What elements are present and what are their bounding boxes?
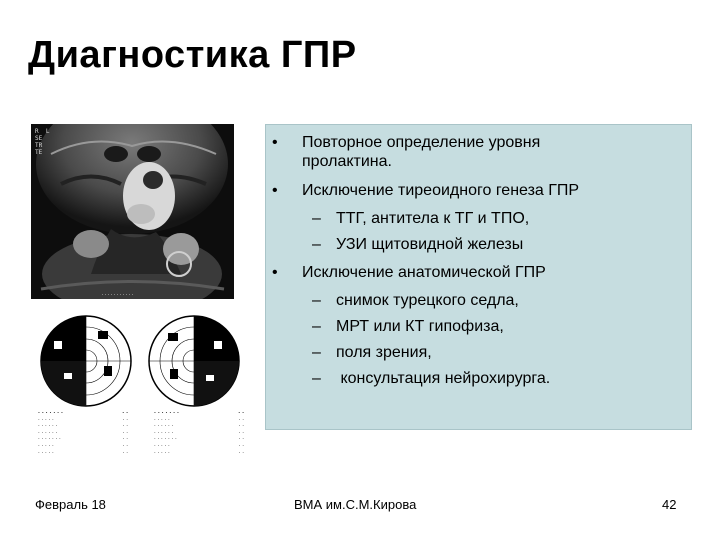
footer-page-number: 42 (662, 497, 677, 512)
bullet-text-line: пролактина. (302, 153, 392, 170)
sub-item (312, 369, 550, 388)
bullet-item (272, 263, 546, 282)
bullet-glyph: • (272, 264, 278, 281)
bullet-glyph: • (272, 182, 278, 199)
visual-field-table-right: . . . . . . . . . . . . . . . . . . . . . . . . . . . . . . . . . . . . . . . . . . . . . . . . . . . . . . . (154, 409, 244, 455)
perimetry-right-graphic (144, 311, 244, 411)
sub-item (312, 317, 504, 336)
sub-item (312, 235, 523, 254)
mri-overlay-text: R L SE TR TE (35, 128, 50, 156)
bullet-text: Исключение тиреоидного генеза ГПР (302, 182, 580, 199)
slide-title: Диагностика ГПР (28, 34, 357, 76)
sub-item-text: МРТ или КТ гипофиза, (336, 318, 504, 335)
visual-field-right (144, 311, 244, 411)
dash-glyph: – (312, 292, 321, 309)
sub-item-text: ТТГ, антитела к ТГ и ТПО, (336, 210, 530, 227)
dash-glyph: – (312, 370, 321, 387)
visual-field-charts (36, 311, 244, 461)
perimetry-left-graphic (36, 311, 136, 411)
bullet-text-line: Повторное определение уровня (302, 134, 541, 151)
dash-glyph: – (312, 318, 321, 335)
sub-item (312, 343, 432, 362)
sub-item (312, 209, 529, 228)
content-box (265, 124, 692, 430)
mri-image (31, 124, 234, 299)
mri-footer-text: ........... (101, 291, 135, 297)
sub-item-text: поля зрения, (336, 344, 432, 361)
visual-field-left (36, 311, 136, 411)
footer-date: Февраль 18 (35, 497, 106, 512)
bullet-text: Исключение анатомической ГПР (302, 264, 546, 281)
sub-item (312, 291, 519, 310)
dash-glyph: – (312, 236, 321, 253)
footer-institution: ВМА им.С.М.Кирова (294, 497, 417, 512)
dash-glyph: – (312, 344, 321, 361)
sub-item-text: снимок турецкого седла, (336, 292, 519, 309)
bullet-item (272, 133, 540, 171)
visual-field-table-left: . . . . . . . . . . . . . . . . . . . . . . . . . . . . . . . . . . . . . . . . . . . . . . . . . . . . . . . (38, 409, 128, 455)
mri-graphic (31, 124, 234, 299)
bullet-item (272, 181, 579, 200)
sub-item-text: консультация нейрохирурга. (336, 370, 551, 387)
bullet-glyph: • (272, 134, 278, 151)
dash-glyph: – (312, 210, 321, 227)
sub-item-text: УЗИ щитовидной железы (336, 236, 524, 253)
